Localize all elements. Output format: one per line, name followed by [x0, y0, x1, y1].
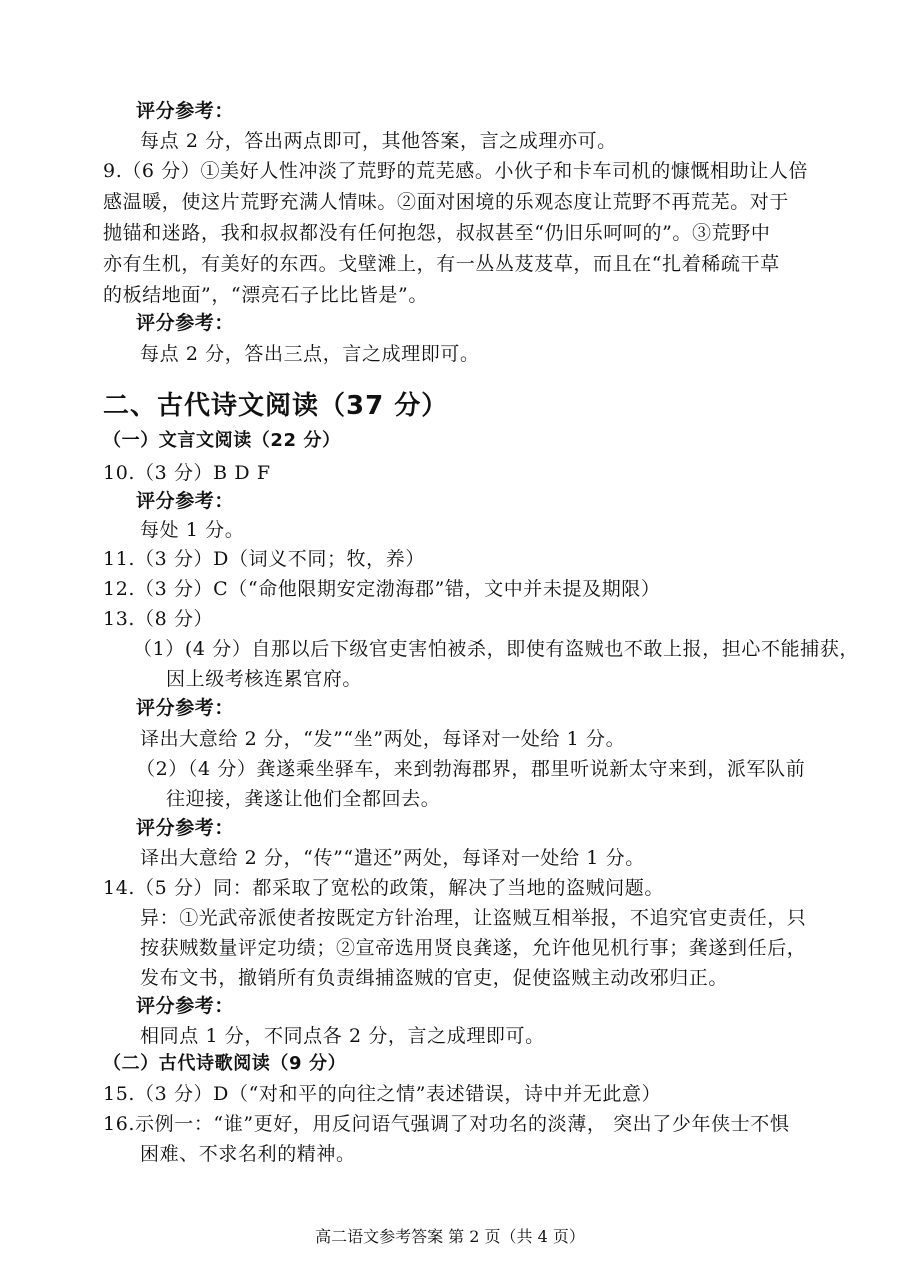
scoring-reference-label: 评分参考：	[136, 995, 235, 1017]
question-14-line: 发布文书，撤销所有负责缉捕盗贼的官吏，促使盗贼主动改邪归正。	[140, 967, 729, 989]
scoring-note: 译出大意给 2 分，“发”“坐”两处，每译对一处给 1 分。	[140, 728, 626, 750]
question-15-line: 15.（3 分）D（“对和平的向往之情”表述错误，诗中并无此意）	[103, 1083, 662, 1105]
question-13-line: 13.（8 分）	[103, 608, 214, 630]
scoring-reference-label: 评分参考：	[136, 312, 235, 334]
question-11-line: 11.（3 分）D（词义不同；牧，养）	[103, 548, 425, 570]
section-heading: 二、古代诗文阅读（37 分）	[103, 391, 449, 421]
question-13-part2-line: 往迎接，龚遂让他们全都回去。	[166, 788, 441, 810]
subsection-heading: （一）文言文阅读（22 分）	[103, 430, 341, 451]
question-9-line: 感温暖，使这片荒野充满人情味。②面对困境的乐观态度让荒野不再荒芜。对于	[103, 191, 790, 213]
question-13-part1-line: （1）(4 分）自那以后下级官吏害怕被杀，即使有盗贼也不敢上报，担心不能捕获，	[133, 638, 860, 660]
question-16-line: 困难、不求名利的精神。	[140, 1143, 356, 1165]
page-footer: 高二语文参考答案 第 2 页（共 4 页）	[315, 1227, 585, 1246]
question-14-line: 按获贼数量评定功绩；②宣帝选用贤良龚遂，允许他见机行事；龚遂到任后，	[140, 937, 807, 959]
question-9-line: 9.（6 分）①美好人性冲淡了荒野的荒芜感。小伙子和卡车司机的慷慨相助让人倍	[103, 160, 809, 182]
question-9-line: 的板结地面”，“漂亮石子比比皆是”。	[103, 284, 428, 306]
scoring-reference-label: 评分参考：	[136, 100, 235, 122]
scoring-note: 译出大意给 2 分，“传”“遣还”两处，每译对一处给 1 分。	[140, 847, 645, 869]
scoring-note: 每点 2 分，答出三点，言之成理即可。	[140, 343, 480, 365]
scoring-note: 每点 2 分，答出两点即可，其他答案，言之成理亦可。	[140, 130, 617, 152]
question-9-line: 亦有生机，有美好的东西。戈壁滩上，有一丛丛芨芨草，而且在“扎着稀疏干草	[103, 253, 780, 275]
question-14-line: 14.（5 分）同：都采取了宽松的政策，解决了当地的盗贼问题。	[103, 877, 664, 899]
scoring-note: 相同点 1 分，不同点各 2 分，言之成理即可。	[140, 1025, 545, 1047]
question-13-part1-line: 因上级考核连累官府。	[166, 668, 363, 690]
question-10-line: 10.（3 分）B D F	[103, 462, 271, 484]
subsection-heading: （二）古代诗歌阅读（9 分）	[103, 1053, 347, 1074]
question-12-line: 12.（3 分）C（“命他限期安定渤海郡”错，文中并未提及期限）	[103, 578, 661, 600]
scoring-reference-label: 评分参考：	[136, 697, 235, 719]
question-14-line: 异：①光武帝派使者按既定方针治理，让盗贼互相举报，不追究官吏责任，只	[140, 907, 807, 929]
question-9-line: 抛锚和迷路，我和叔叔都没有任何抱怨，叔叔甚至“仍旧乐呵呵的”。③荒野中	[103, 222, 771, 244]
scoring-reference-label: 评分参考：	[136, 490, 235, 512]
scoring-reference-label: 评分参考：	[136, 817, 235, 839]
question-16-line: 16.示例一：“谁”更好，用反问语气强调了对功名的淡薄， 突出了少年侠士不惧	[103, 1113, 790, 1135]
question-13-part2-line: （2）（4 分）龚遂乘坐驿车，来到勃海郡界，郡里听说新太守来到，派军队前	[136, 758, 806, 780]
scoring-note: 每处 1 分。	[140, 519, 245, 541]
